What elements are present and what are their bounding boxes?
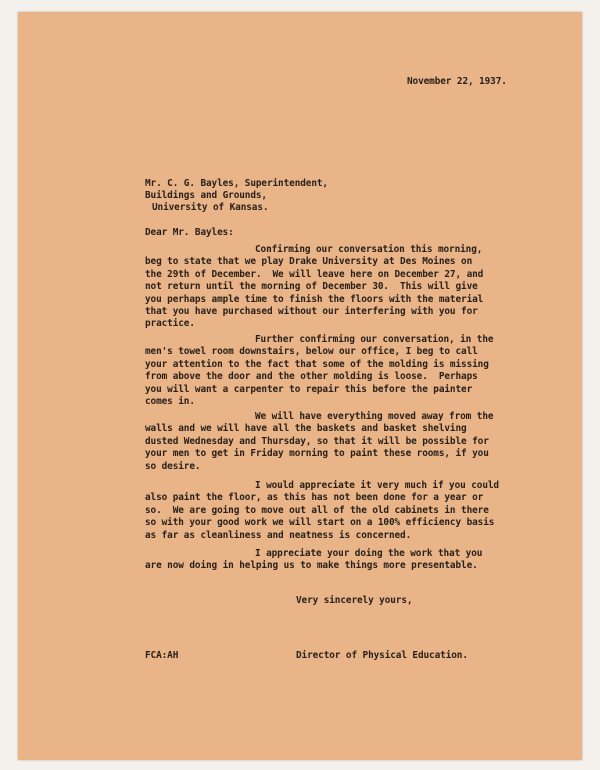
paragraph-line: your men to get in Friday morning to paint these rooms, if you [145, 448, 489, 460]
paragraph-line: from above the door and the other molding is loose. Perhaps [145, 371, 478, 383]
paragraph-2 [145, 334, 505, 408]
paragraph-line: that you have purchased without our interfering with you for [145, 306, 478, 318]
salutation: Dear Mr. Bayles: [145, 227, 234, 238]
paragraph-line: as far as cleanliness and neatness is concerned. [145, 529, 412, 541]
paragraph-line: so. We are going to move out all of the old cabinets in there [145, 504, 489, 516]
paragraph-line: men's towel room downstairs, below our office, I beg to call [145, 346, 478, 358]
paragraph-line: Confirming our conversation this morning, [255, 244, 483, 255]
closing: Very sincerely yours, [296, 595, 413, 606]
paragraph-line: the 29th of December. We will leave here on December 27, and [145, 268, 484, 280]
signature-title: Director of Physical Education. [296, 650, 468, 661]
paragraph-line: also paint the floor, as this has not been done for a year or [145, 492, 484, 504]
reference-initials: FCA:AH [145, 650, 179, 661]
recipient-line-2: Buildings and Grounds, [145, 190, 267, 201]
paragraph-line: are now doing in helping us to make things more presentable. [145, 560, 478, 572]
paragraph-1 [145, 244, 505, 331]
paragraph-line: walls and we will have all the baskets and basket shelving [145, 423, 467, 435]
paragraph-line: your attention to the fact that some of the molding is missing [145, 358, 489, 370]
letter-date: November 22, 1937. [407, 76, 507, 87]
paragraph-line: practice. [145, 318, 195, 330]
recipient-line-3: University of Kansas. [152, 202, 269, 213]
paragraph-line: We will have everything moved away from the [255, 411, 494, 422]
paragraph-line: you will want a carpenter to repair this before the painter [145, 383, 473, 395]
recipient-line-1: Mr. C. G. Bayles, Superintendent, [145, 178, 328, 189]
paragraph-line: you perhaps ample time to finish the floors with the material [145, 293, 484, 305]
paragraph-line: Further confirming our conversation, in the [255, 334, 494, 345]
paragraph-5 [145, 548, 505, 573]
paragraph-line: I appreciate your doing the work that you [255, 548, 483, 559]
paragraph-4 [145, 480, 505, 542]
paragraph-line: not return until the morning of December 30. This will give [145, 281, 478, 293]
paragraph-line: comes in. [145, 396, 195, 408]
paragraph-line: so desire. [145, 460, 201, 472]
paragraph-3 [145, 411, 505, 473]
paragraph-line: so with your good work we will start on a 100% efficiency basis [145, 517, 495, 529]
paragraph-line: I would appreciate it very much if you could [255, 480, 499, 491]
paragraph-line: dusted Wednesday and Thursday, so that it will be possible for [145, 435, 489, 447]
paragraph-line: beg to state that we play Drake University at Des Moines on [145, 256, 473, 268]
